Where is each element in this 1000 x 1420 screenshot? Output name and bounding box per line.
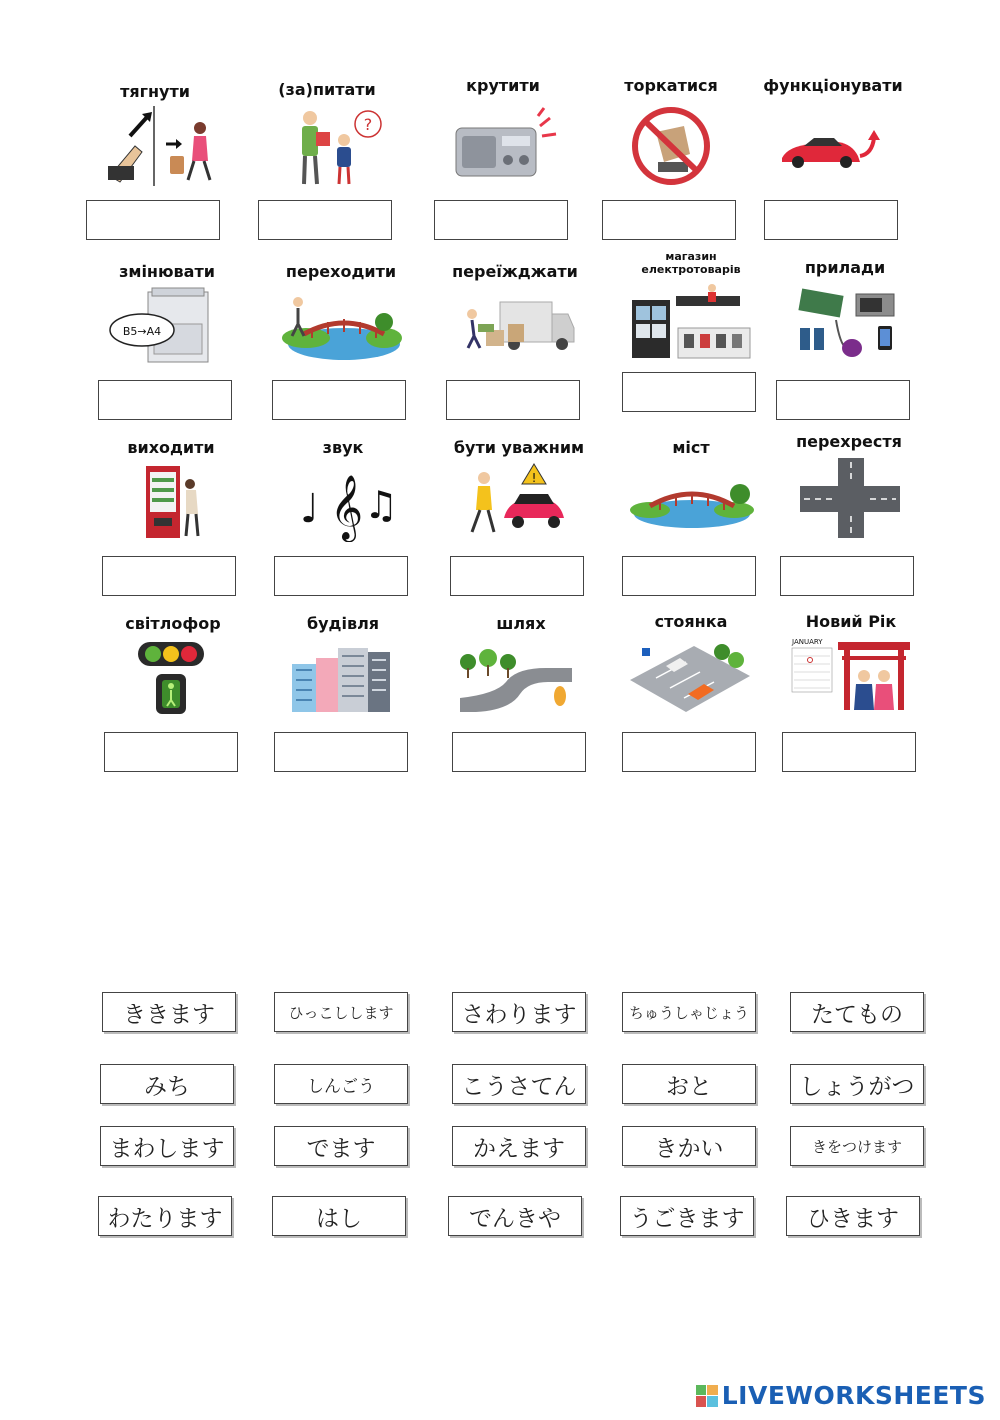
word-tile[interactable]: ひっこしします [274,992,408,1032]
svg-text:𝄞: 𝄞 [330,475,364,540]
vocab-card-cross-over [256,256,426,426]
careful-car-picture [454,462,584,542]
vocab-card-pull [70,76,240,246]
vocab-card-change [82,256,252,426]
vocab-card-electronics-store [606,248,776,418]
music-notes-icon [278,462,408,542]
answer-box-sound[interactable] [274,556,408,596]
answer-box-move-house[interactable] [446,380,580,420]
svg-text:!: ! [531,471,537,485]
answer-box-ask[interactable] [258,200,392,240]
vocab-card-go-out [86,432,256,602]
word-tile[interactable]: まわします [100,1126,234,1166]
answer-box-pull[interactable] [86,200,220,240]
word-tile[interactable]: わたります [98,1196,232,1236]
word-tile[interactable]: うごきます [620,1196,754,1236]
answer-box-cross-over[interactable] [272,380,406,420]
vocab-card-parking [606,608,776,778]
vocab-card-be-careful [434,432,604,602]
vocab-label: (за)питати [278,80,376,99]
bridge-walk-picture [276,284,406,364]
answer-box-building[interactable] [274,732,408,772]
word-tile[interactable]: たてもの [790,992,924,1032]
ask-picture [262,106,392,186]
answer-box-traffic-light[interactable] [104,732,238,772]
intersection-picture [784,458,914,538]
parking-lot-picture [626,636,756,716]
vocab-label: виходити [127,438,215,457]
copier-picture [102,284,232,364]
answer-box-parking[interactable] [622,732,756,772]
vocab-label: Новий Рік [805,612,897,631]
brand-name: LIVEWORKSHEETS [721,1381,986,1410]
word-tile[interactable]: ひきます [786,1196,920,1236]
word-tile[interactable]: かえます [452,1126,586,1166]
word-tile[interactable]: みち [100,1064,234,1104]
word-tile[interactable]: ちゅうしゃじょう [622,992,756,1032]
vocab-label: світлофор [125,614,221,633]
answer-box-be-careful[interactable] [450,556,584,596]
answer-box-go-out[interactable] [102,556,236,596]
answer-box-electronics-store[interactable] [622,372,756,412]
vocab-card-road [436,608,606,778]
traffic-light-icon [108,638,238,718]
vocab-card-new-year [766,608,936,778]
vocab-label: шлях [496,614,546,633]
word-tile[interactable]: でんきや [448,1196,582,1236]
vocab-label: звук [322,438,364,457]
vocab-card-move-house [430,256,600,426]
answer-box-touch[interactable] [602,200,736,240]
vocab-label: стоянка [654,612,728,631]
radio-picture [438,106,568,186]
answer-box-turn[interactable] [434,200,568,240]
paper-size-text: B5→A4 [122,325,162,338]
answer-box-operate[interactable] [764,200,898,240]
answer-box-bridge[interactable] [622,556,756,596]
calendar-month-text: JANUARY [792,638,823,646]
word-tile[interactable]: ききます [102,992,236,1032]
vocab-card-traffic-light [88,608,258,778]
vocab-card-sound [258,432,428,602]
vocab-label: змінювати [119,262,215,281]
vocab-label: переїжджати [452,262,578,281]
no-touch-picture [606,106,736,186]
appliances-picture [780,284,910,364]
answer-box-appliances[interactable] [776,380,910,420]
vending-machine-picture [106,462,236,542]
vocab-card-operate [748,76,918,246]
answer-box-change[interactable] [98,380,232,420]
brand-blocks-icon [696,1385,718,1407]
car-moving-picture [768,106,898,186]
road-picture [456,638,586,718]
vocab-label: будівля [306,614,380,633]
vocab-label: бути уважним [453,438,585,457]
svg-text:♫: ♫ [364,483,399,527]
vocab-label: переходити [285,262,397,281]
word-tile[interactable]: さわります [452,992,586,1032]
word-tile[interactable]: でます [274,1126,408,1166]
word-tile[interactable]: こうさてん [452,1064,586,1104]
pull-picture [90,106,220,186]
svg-text:♩: ♩ [300,486,319,532]
answer-box-intersection[interactable] [780,556,914,596]
word-tile[interactable]: しんごう [274,1064,408,1104]
bridge-picture [626,462,756,542]
vocab-card-building [258,608,428,778]
new-year-picture [786,636,916,716]
vocab-label: перехрестя [796,432,902,451]
buildings-picture [278,638,408,718]
vocab-label: міст [672,438,710,457]
vocab-card-touch [586,76,756,246]
answer-box-road[interactable] [452,732,586,772]
vocab-label: прилади [804,258,886,277]
liveworksheets-logo [696,1381,986,1410]
word-tile[interactable]: はし [272,1196,406,1236]
word-tile[interactable]: おと [622,1064,756,1104]
word-tile[interactable]: きかい [622,1126,756,1166]
moving-truck-picture [450,284,580,364]
vocab-card-intersection [764,432,934,602]
vocab-label: торкатися [624,76,718,95]
vocab-label: магазин електротоварів [641,250,741,276]
vocab-card-ask [242,76,412,246]
vocab-card-appliances [760,256,930,426]
answer-box-new-year[interactable] [782,732,916,772]
vocab-label: крутити [466,76,540,95]
word-tile[interactable]: きをつけます [790,1126,924,1166]
vocab-card-turn [418,76,588,246]
electronics-store-picture [626,284,756,364]
svg-text:?: ? [363,115,373,134]
vocab-label: тягнути [120,82,190,101]
vocab-card-bridge [606,432,776,602]
word-tile[interactable]: しょうがつ [790,1064,924,1104]
vocab-label: функціонувати [763,76,903,95]
